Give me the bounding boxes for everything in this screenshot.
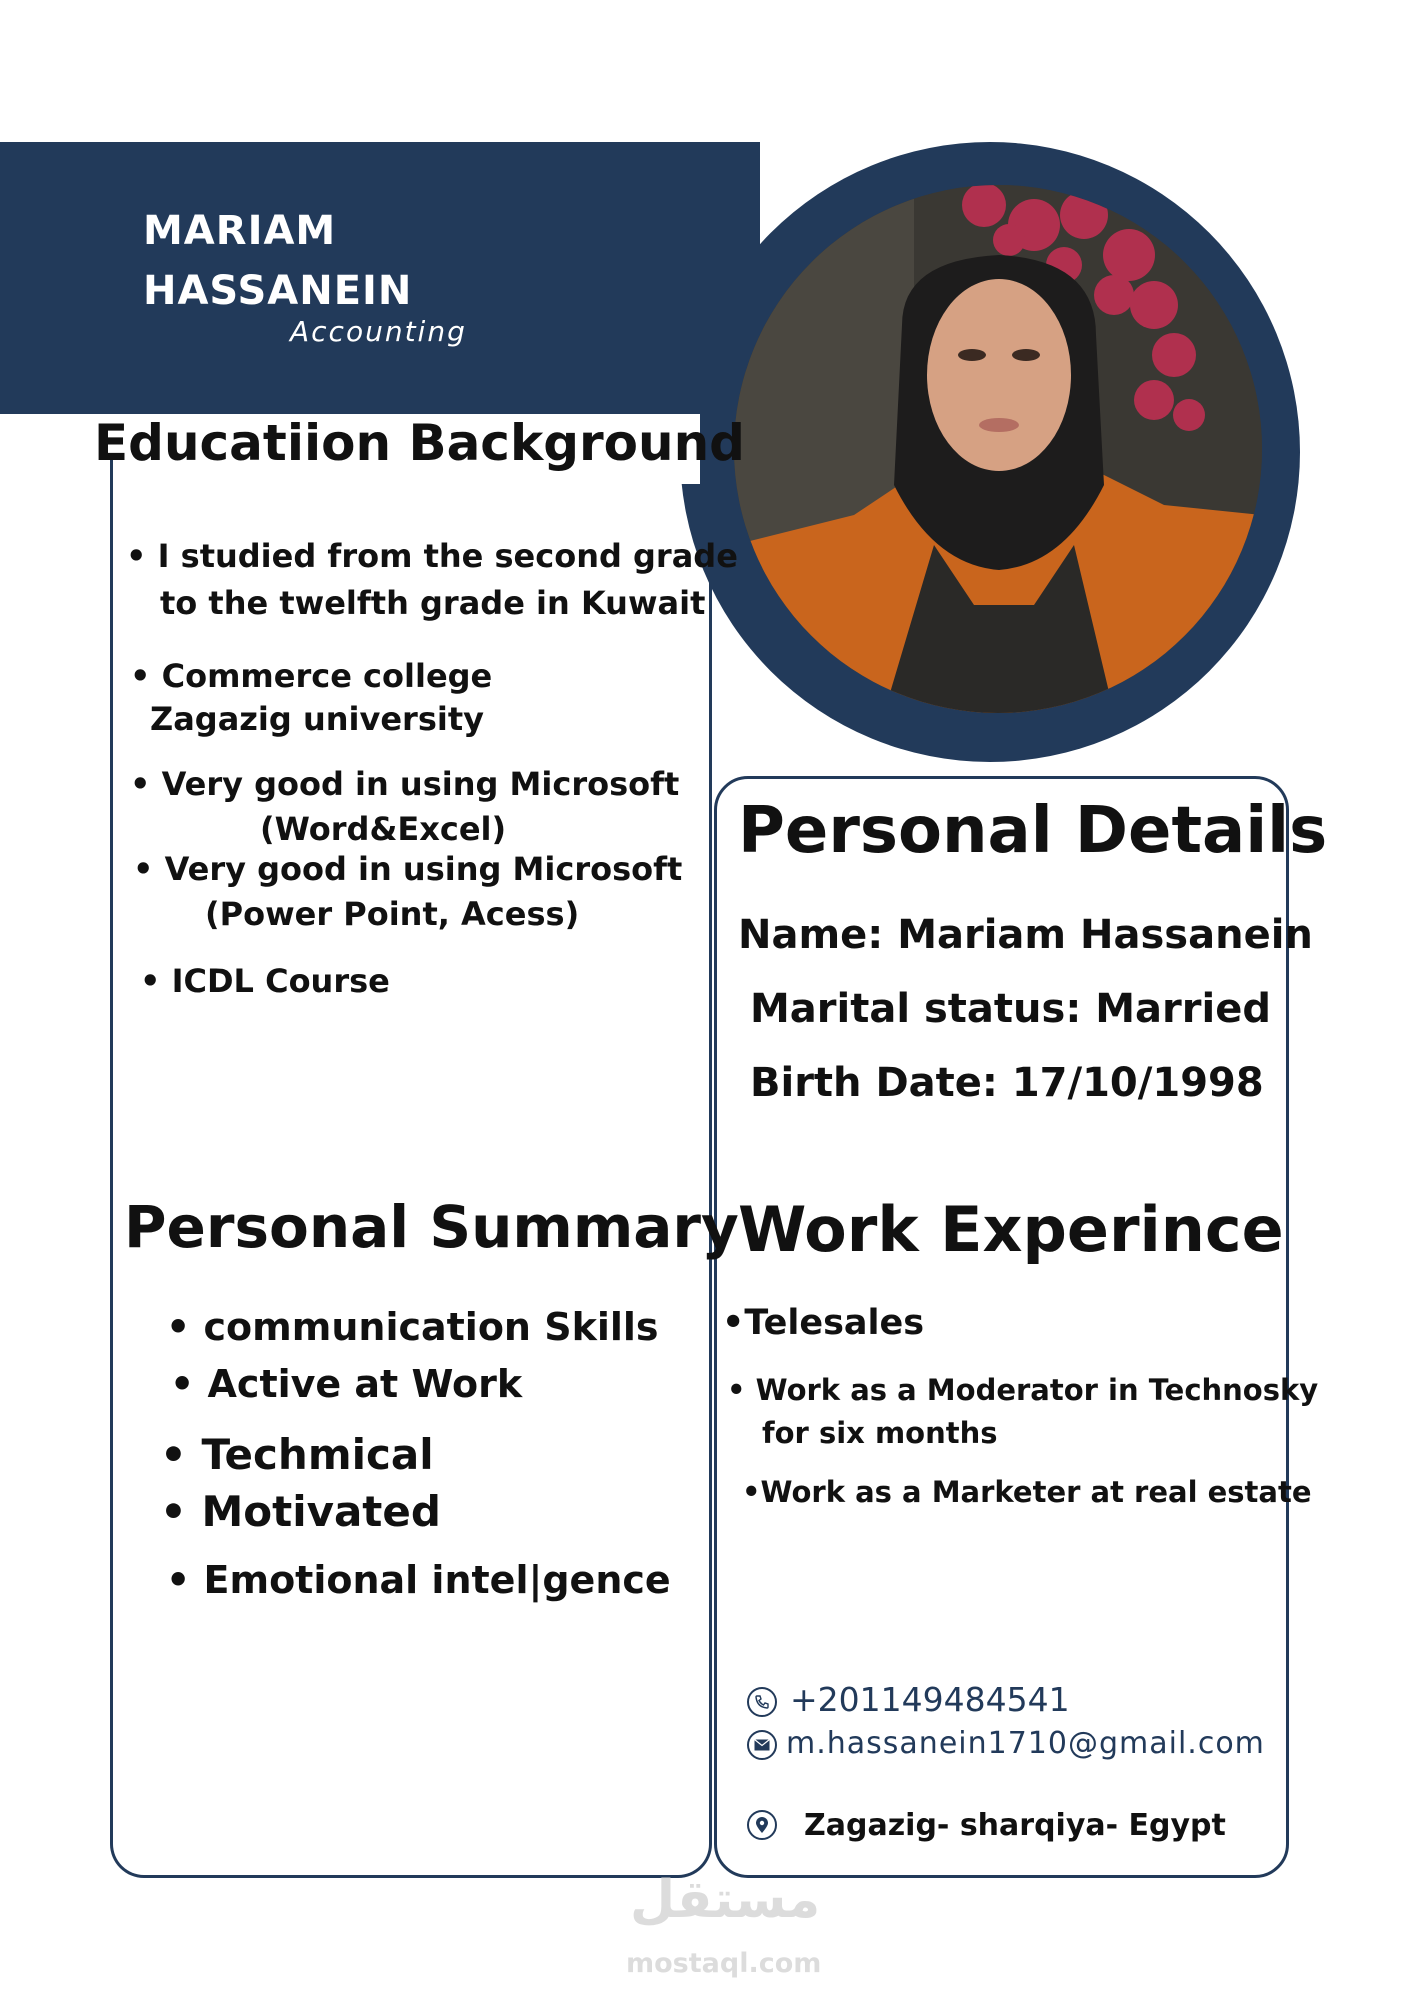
detail-marital-status: Marital status: Married bbox=[750, 986, 1271, 1032]
summary-item: • Techmical bbox=[160, 1430, 434, 1479]
work-item: • Work as a Moderator in Technosky bbox=[727, 1373, 1319, 1407]
summary-item: • communication Skills bbox=[166, 1305, 659, 1349]
detail-name: Name: Mariam Hassanein bbox=[738, 912, 1313, 958]
location-icon bbox=[747, 1810, 777, 1840]
personal-summary-title: Personal Summary bbox=[124, 1193, 739, 1261]
work-item: •Telesales bbox=[722, 1303, 925, 1343]
education-item: to the twelfth grade in Kuwait bbox=[160, 584, 706, 622]
work-experience-title: Work Experince bbox=[738, 1193, 1284, 1266]
education-item: • Very good in using Microsoft bbox=[133, 850, 683, 888]
education-item: Zagazig university bbox=[150, 700, 484, 738]
education-item: (Power Point, Acess) bbox=[205, 895, 580, 933]
first-name: MARIAM bbox=[143, 208, 337, 254]
work-item: •Work as a Marketer at real estate bbox=[742, 1475, 1312, 1509]
summary-item: • Active at Work bbox=[170, 1362, 523, 1406]
watermark-arabic: مستقل bbox=[630, 1870, 821, 1930]
detail-birth-date: Birth Date: 17/10/1998 bbox=[750, 1060, 1264, 1106]
education-item: • I studied from the second grade bbox=[126, 537, 738, 575]
email-icon bbox=[747, 1730, 777, 1760]
address: Zagazig- sharqiya- Egypt bbox=[804, 1808, 1226, 1843]
education-item: • Commerce college bbox=[130, 657, 493, 695]
profile-photo bbox=[734, 185, 1262, 713]
job-title: Accounting bbox=[290, 315, 467, 348]
watermark-latin: mostaql.com bbox=[626, 1948, 822, 1979]
work-item: for six months bbox=[762, 1416, 998, 1450]
last-name: HASSANEIN bbox=[143, 268, 413, 314]
email-address[interactable]: m.hassanein1710@gmail.com bbox=[786, 1726, 1265, 1761]
education-item: • Very good in using Microsoft bbox=[130, 765, 680, 803]
education-title: Educatiion Background bbox=[94, 414, 745, 472]
personal-details-title: Personal Details bbox=[738, 794, 1328, 868]
phone-number[interactable]: +201149484541 bbox=[790, 1680, 1070, 1719]
phone-icon bbox=[747, 1687, 777, 1717]
summary-item: • Emotional intel|gence bbox=[166, 1558, 671, 1602]
summary-item: • Motivated bbox=[160, 1487, 441, 1536]
education-item: • ICDL Course bbox=[140, 962, 390, 1000]
education-item: (Word&Excel) bbox=[260, 810, 507, 848]
